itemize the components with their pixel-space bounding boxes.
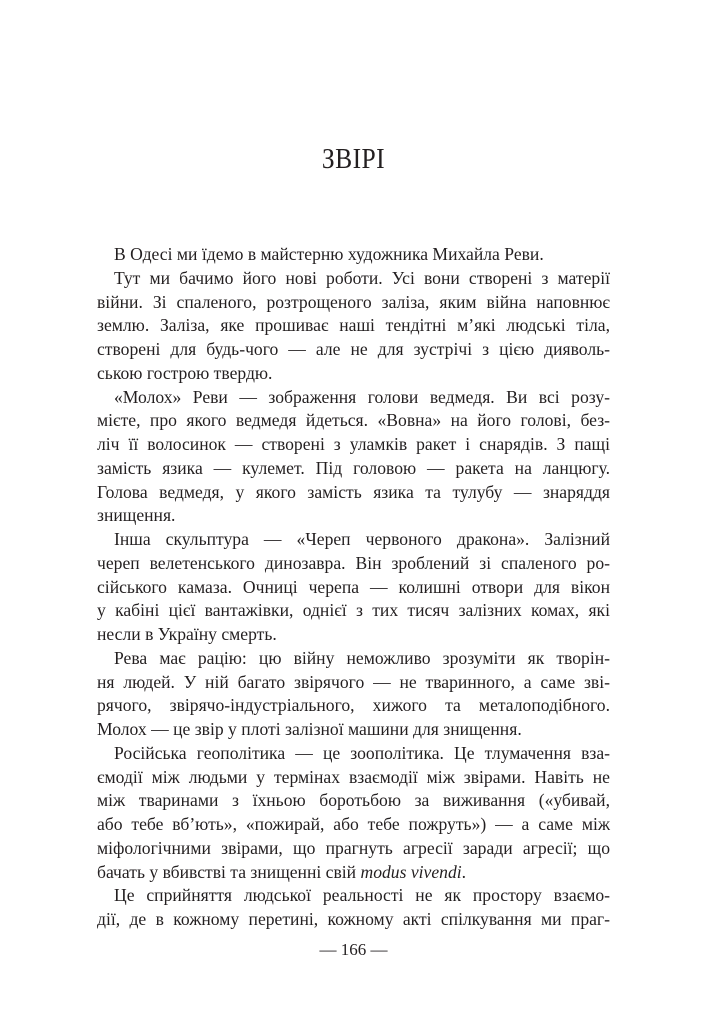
text-line-content: або тебе вб’ють», «пожирай, або тебе пожруть») — а саме між — [97, 814, 610, 834]
text-line-content: знищення. — [97, 505, 176, 526]
text-line-content: Тут ми бачимо його нові роботи. Усі вони створені з матерії — [114, 267, 610, 288]
text-line-content: ською гострою твердю. — [97, 362, 273, 383]
text-line — [97, 338, 610, 362]
text-line-content: у кабіні цієї вантажівки, однієї з тих тисяч залізних комах, які — [97, 600, 610, 621]
text-line-content: Голова ведмедя, у якого замість язика та тулубу — знаряддя — [97, 481, 610, 502]
text-line — [97, 671, 610, 695]
text-line — [97, 647, 610, 671]
text-line-content: «Молох» Реви — зображення голови ведмедя. Ви всі розу- — [114, 386, 610, 407]
text-line — [97, 766, 610, 790]
text-line — [97, 576, 610, 600]
text-line-content: ємодії між людьми у термінах взаємодії між звірами. Навіть не — [97, 766, 610, 787]
text-line — [97, 552, 610, 576]
text-line — [97, 837, 610, 861]
text-line-content: війни. Зі спаленого, розтрощеного заліза, яким війна наповнює — [97, 291, 610, 312]
text-line-content: Інша скульптура — «Череп червоного дракона». Залізний — [114, 529, 610, 549]
text-line-content: Російська геополітика — це зоополітика. Це тлумачення вза- — [114, 742, 610, 763]
text-line — [97, 908, 610, 932]
text-line — [97, 409, 610, 433]
text-line — [97, 504, 610, 528]
text-line — [97, 291, 610, 315]
page-number: — 166 — — [319, 940, 388, 959]
italic-phrase: modus vivendi — [360, 861, 462, 882]
text-line — [97, 861, 610, 885]
text-line-content: бачать у вбивстві та знищенні свій — [97, 861, 361, 882]
text-line-content: мієте, про якого ведмедя йдеться. «Вовна» на його голові, без- — [97, 410, 610, 431]
text-line-content: В Одесі ми їдемо в майстерню художника Михайла Реви. — [114, 244, 544, 264]
text-line-content: замість язика — кулемет. Під головою — ракета на ланцюгу. — [97, 457, 610, 478]
text-line — [97, 694, 610, 718]
chapter-title: ЗВІРІ — [321, 143, 386, 175]
text-line-content: землю. Заліза, яке прошиває наші тендітні м’які людські тіла, — [97, 315, 610, 336]
text-line-content: сійського камаза. Очниці черепа — колишні отвори для вікон — [97, 576, 610, 597]
text-line — [97, 362, 610, 386]
body-text — [97, 243, 610, 932]
text-line-content: Рева має рацію: цю війну неможливо зрозуміти як творін- — [114, 647, 610, 668]
text-line — [97, 314, 610, 338]
text-line — [97, 433, 610, 457]
text-line — [97, 599, 610, 623]
text-line — [97, 623, 610, 647]
text-line — [97, 386, 610, 410]
text-line-content: несли в Україну смерть. — [97, 624, 277, 644]
text-line-content: міфологічними звірами, що прагнуть агресії заради агресії; що — [97, 837, 610, 858]
text-line — [97, 457, 610, 481]
text-line — [97, 742, 610, 766]
trailing-punctuation: . — [461, 861, 467, 882]
text-line — [97, 481, 610, 505]
text-line — [97, 243, 610, 267]
text-line — [97, 789, 610, 813]
text-line-content: створені для будь-чого — але не для зустрічі з цією дияволь- — [97, 339, 610, 359]
text-line — [97, 528, 610, 552]
text-line — [97, 267, 610, 291]
text-line-content: ліч її волосинок — створені з уламків ракет і снарядів. З пащі — [97, 434, 610, 454]
text-line-content: Молох — це звір у плоті залізної машини для знищення. — [97, 719, 522, 739]
text-line-content: Це сприйняття людської реальності не як простору взаємо- — [114, 885, 610, 906]
text-line — [97, 718, 610, 742]
text-line-content: череп велетенського динозавра. Він зроблений зі спаленого ро- — [97, 552, 610, 573]
text-line-content: рячого, звірячо-індустріального, хижого та металоподібного. — [97, 695, 610, 716]
text-line-content: ня людей. У ній багато звірячого — не тваринного, а саме зві- — [97, 671, 610, 692]
text-line — [97, 884, 610, 908]
text-line-content: між тваринами з їхньою боротьбою за виживання («убивай, — [97, 790, 610, 811]
text-line — [97, 813, 610, 837]
text-line-content: дії, де в кожному перетині, кожному акті спілкування ми праг- — [97, 909, 610, 929]
